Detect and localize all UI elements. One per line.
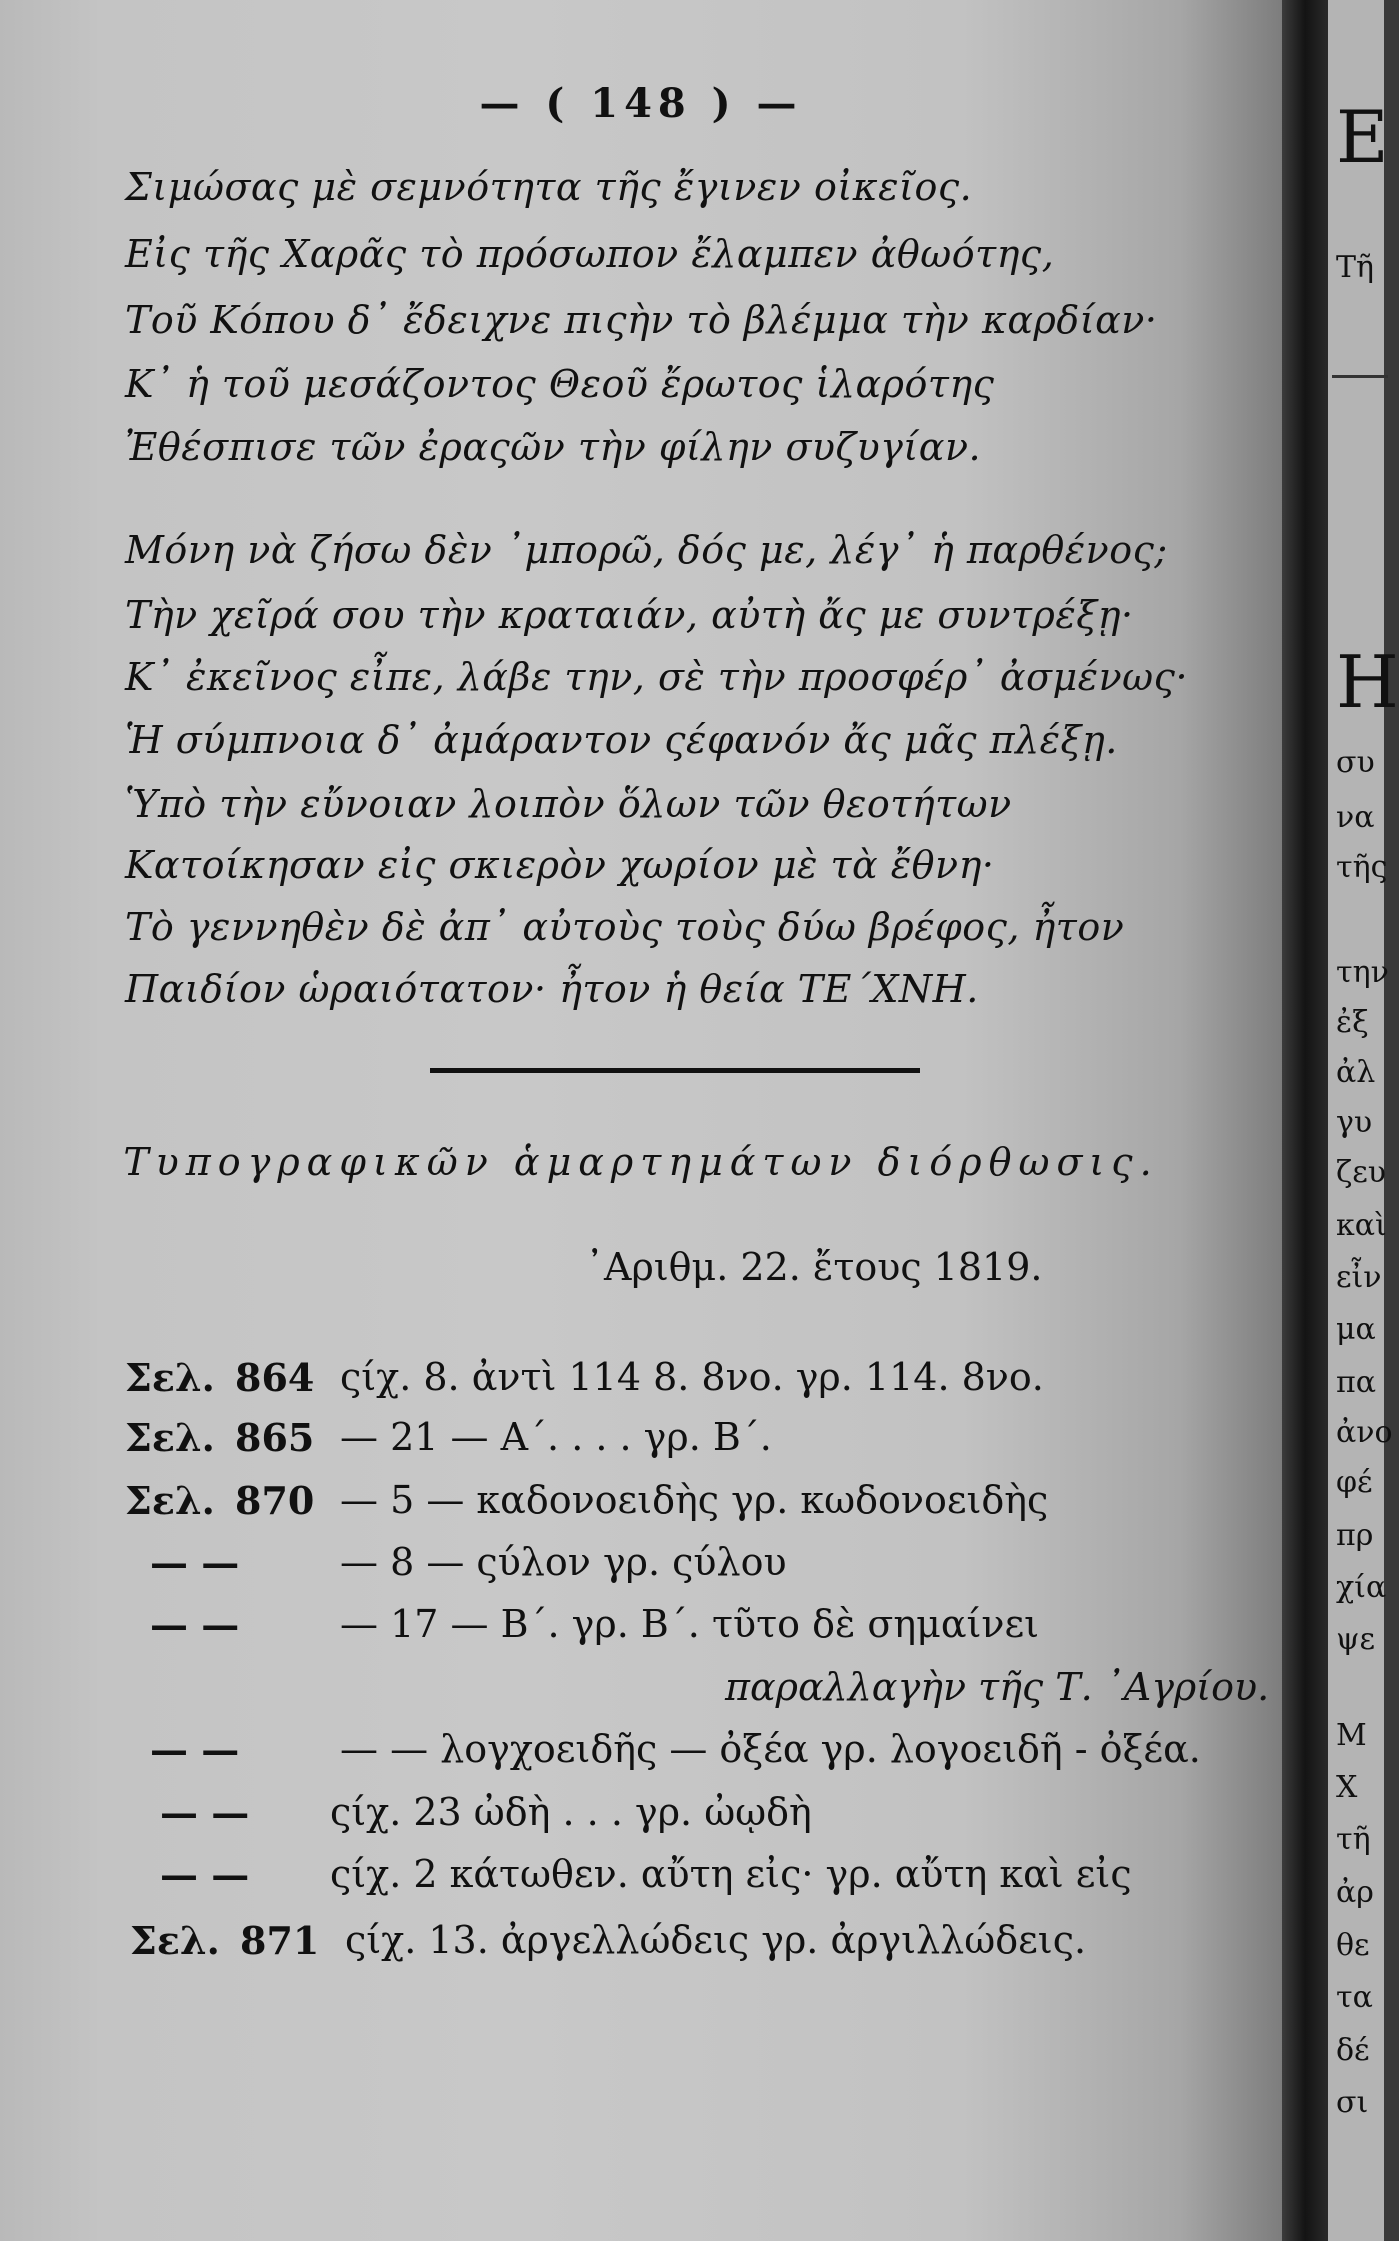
errata-correction: — 8 — ςύλον γρ. ςύλου — [340, 1540, 787, 1584]
errata-correction: παραλλαγὴν τῆς Τ. ᾽Αγρίου. — [725, 1665, 1270, 1709]
errata-correction: ςίχ. 13. ἀργελλώδεις γρ. ἀργιλλώδεις. — [345, 1918, 1087, 1962]
errata-page-number: 864 — [235, 1355, 315, 1400]
facing-page-fragment: δέ — [1336, 2033, 1370, 2068]
poem-line: Ἡ σύμπνοια δ᾽ ἀμάραντον ςέφανόν ἄς μᾶς πλέξῃ. — [125, 718, 1118, 762]
errata-page-label: — — — [150, 1727, 240, 1772]
errata-page-number: 871 — [240, 1918, 320, 1963]
errata-page-label: Σελ. — [125, 1478, 215, 1523]
facing-page-fragment: Χ — [1336, 1770, 1358, 1805]
poem-line: Κατοίκησαν εἰς σκιερὸν χωρίον μὲ τὰ ἔθνη· — [125, 843, 995, 887]
facing-page-fragment: μα — [1336, 1312, 1376, 1347]
facing-page-fragment: να — [1336, 800, 1375, 835]
facing-page-fragment: σι — [1336, 2085, 1369, 2120]
poem-line: Κ᾽ ἐκεῖνος εἶπε, λάβε την, σὲ τὴν προσφέρ᾽ ἀσμένως· — [125, 655, 1189, 699]
facing-page-fragment: θε — [1336, 1928, 1370, 1963]
facing-page-fragment: ἐξ — [1336, 1005, 1369, 1040]
facing-page-fragment: φέ — [1336, 1465, 1373, 1500]
poem-line: Τὴν χεῖρά σου τὴν κραταιάν, αὐτὴ ἄς με συντρέξῃ· — [125, 593, 1134, 637]
facing-page-fragment: τα — [1336, 1980, 1373, 2015]
errata-page-number: 870 — [235, 1478, 315, 1523]
errata-page-label: — — — [160, 1852, 250, 1897]
poem-line: Κ᾽ ἡ τοῦ μεσάζοντος Θεοῦ ἔρωτος ἱλαρότης — [125, 362, 995, 406]
facing-page-fragment: Τῆ — [1336, 250, 1374, 285]
facing-page-fragment: γυ — [1336, 1105, 1373, 1140]
errata-correction: — — λογχοειδῆς — ὀξέα γρ. λογοειδῆ - ὀξέα. — [340, 1727, 1201, 1771]
errata-correction: ςίχ. 8. ἀντὶ 114 8. 8νο. γρ. 114. 8νο. — [340, 1355, 1044, 1399]
errata-correction: — 21 — Α΄. . . . γρ. Β΄. — [340, 1415, 772, 1459]
poem-line: Ἐθέσπισε τῶν ἐραςῶν τὴν φίλην συζυγίαν. — [125, 425, 982, 469]
facing-page-fragment: Η — [1336, 640, 1399, 724]
errata-correction: — 5 — καδονοειδὴς γρ. κωδονοειδὴς — [340, 1478, 1049, 1522]
facing-page-fragment: συ — [1336, 745, 1375, 780]
errata-correction: — 17 — Β΄. γρ. Β΄. τῦτο δὲ σημαίνει — [340, 1602, 1040, 1646]
facing-page-fragment: χία — [1336, 1570, 1387, 1605]
errata-subtitle: ᾽Αριθμ. 22. ἔτους 1819. — [585, 1245, 1043, 1289]
facing-page-fragment: ἀνο — [1336, 1415, 1393, 1450]
errata-page-label: Σελ. — [125, 1355, 215, 1400]
poem-line: Ὑπὸ τὴν εὔνοιαν λοιπὸν ὅλων τῶν θεοτήτων — [125, 782, 1012, 826]
errata-correction: ςίχ. 23 ὠδὴ . . . γρ. ὠῳδὴ — [330, 1790, 812, 1834]
facing-page-fragment: ἀλ — [1336, 1055, 1376, 1090]
facing-page-fragment: τῆς — [1336, 850, 1388, 885]
facing-page-fragment: ἀρ — [1336, 1875, 1374, 1910]
facing-page-fragment: Μ — [1336, 1718, 1367, 1753]
facing-page-fragment: τῆ — [1336, 1822, 1371, 1857]
errata-page-number: 865 — [235, 1415, 315, 1460]
poem-line: Τοῦ Κόπου δ᾽ ἔδειχνε πιςὴν τὸ βλέμμα τὴν καρδίαν· — [125, 298, 1158, 342]
book-gutter — [1282, 0, 1328, 2241]
facing-page-fragment: πρ — [1336, 1518, 1374, 1553]
page-header: — ( 148 ) — — [479, 80, 803, 127]
facing-page-fragment: την — [1336, 955, 1389, 990]
facing-page-rule — [1332, 375, 1388, 378]
facing-page-fragment: πα — [1336, 1365, 1376, 1400]
facing-page-fragment: ψε — [1336, 1622, 1376, 1657]
poem-line: Τὸ γεννηθὲν δὲ ἀπ᾽ αὐτοὺς τοὺς δύω βρέφος, ἦτον — [125, 905, 1125, 949]
facing-page-fragment: εἶν — [1336, 1260, 1382, 1295]
facing-page-edge — [1328, 0, 1399, 2241]
errata-title: Τυπογραφικῶν ἁμαρτημάτων διόρθωσις. — [123, 1140, 1159, 1184]
errata-correction: ςίχ. 2 κάτωθεν. αὔτη εἰς· γρ. αὔτη καὶ εἰς — [330, 1852, 1132, 1896]
errata-page-label: — — — [150, 1602, 240, 1647]
facing-page-fragment: ζευ — [1336, 1155, 1387, 1190]
errata-page-label: — — — [160, 1790, 250, 1835]
section-divider — [430, 1068, 920, 1073]
poem-line: Μόνη νὰ ζήσω δὲν ᾽μπορῶ, δός με, λέγ᾽ ἡ παρθένος; — [125, 528, 1168, 572]
poem-line: Εἰς τῆς Χαρᾶς τὸ πρόσωπον ἔλαμπεν ἀθωότης, — [125, 232, 1055, 276]
facing-page-fragment: Ε — [1336, 95, 1389, 179]
poem-line: Παιδίον ὡραιότατον· ἦτον ἡ θεία ΤΕ΄ΧΝΗ. — [125, 967, 979, 1011]
poem-line: Σιμώσας μὲ σεμνότητα τῆς ἔγινεν οἰκεῖος. — [125, 165, 973, 209]
errata-page-label: — — — [150, 1540, 240, 1585]
errata-page-label: Σελ. — [130, 1918, 220, 1963]
errata-page-label: Σελ. — [125, 1415, 215, 1460]
facing-page-fragment: καὶ — [1336, 1208, 1387, 1243]
